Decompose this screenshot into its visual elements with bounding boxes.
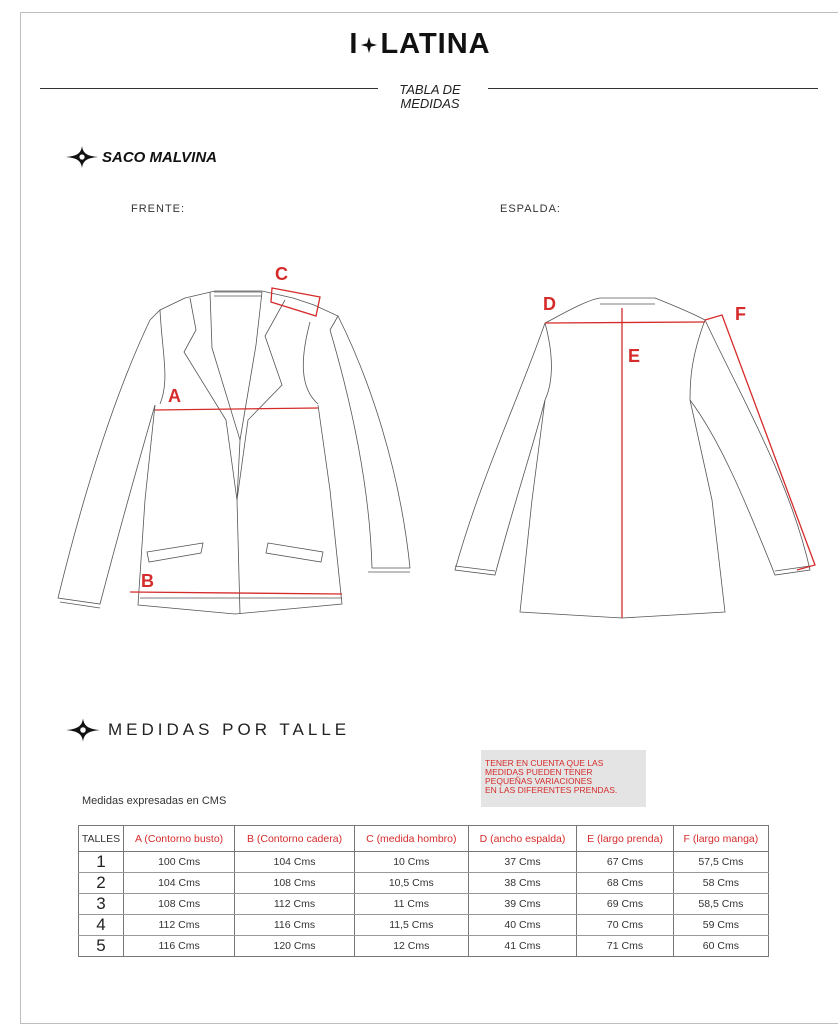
marker-c: C xyxy=(275,264,288,284)
value-cell: 12 Cms xyxy=(354,936,468,957)
brand-right: LATINA xyxy=(380,28,491,60)
value-cell: 41 Cms xyxy=(468,936,576,957)
marker-b: B xyxy=(141,571,154,591)
size-cell: 2 xyxy=(79,873,124,894)
value-cell: 104 Cms xyxy=(124,873,235,894)
back-label: ESPALDA: xyxy=(500,203,561,215)
note-line-2: MEDIDAS PUEDEN TENER xyxy=(485,767,593,777)
value-cell: 108 Cms xyxy=(235,873,355,894)
value-cell: 104 Cms xyxy=(235,852,355,873)
section-title-text: MEDIDAS POR TALLE xyxy=(108,720,351,739)
measure-line-d xyxy=(545,322,705,323)
size-cell: 3 xyxy=(79,894,124,915)
value-cell: 108 Cms xyxy=(124,894,235,915)
value-cell: 10 Cms xyxy=(354,852,468,873)
header-d: D (ancho espalda) xyxy=(468,826,576,852)
value-cell: 120 Cms xyxy=(235,936,355,957)
value-cell: 10,5 Cms xyxy=(354,873,468,894)
table-row xyxy=(79,894,769,915)
value-cell: 69 Cms xyxy=(577,894,674,915)
header-a: A (Contorno busto) xyxy=(124,826,235,852)
size-cell: 1 xyxy=(79,852,124,873)
marker-f: F xyxy=(735,304,746,324)
value-cell: 68 Cms xyxy=(577,873,674,894)
value-cell: 67 Cms xyxy=(577,852,674,873)
value-cell: 37 Cms xyxy=(468,852,576,873)
value-cell: 58,5 Cms xyxy=(673,894,768,915)
section-star-icon xyxy=(66,718,100,742)
value-cell: 70 Cms xyxy=(577,915,674,936)
note-line-3: PEQUEÑAS VARIACIONES xyxy=(485,776,593,786)
header-b: B (Contorno cadera) xyxy=(235,826,355,852)
value-cell: 40 Cms xyxy=(468,915,576,936)
measure-line-a xyxy=(155,408,318,410)
header-talles: TALLES xyxy=(79,826,124,852)
size-cell: 5 xyxy=(79,936,124,957)
marker-d: D xyxy=(543,294,556,314)
units-caption: Medidas expresadas en CMS xyxy=(82,795,227,807)
back-measure-lines xyxy=(545,308,815,618)
value-cell: 39 Cms xyxy=(468,894,576,915)
table-row xyxy=(79,915,769,936)
brand-left: I xyxy=(349,28,359,60)
front-jacket-outline xyxy=(58,291,410,614)
value-cell: 58 Cms xyxy=(673,873,768,894)
value-cell: 116 Cms xyxy=(235,915,355,936)
value-cell: 112 Cms xyxy=(235,894,355,915)
table-row xyxy=(79,873,769,894)
value-cell: 57,5 Cms xyxy=(673,852,768,873)
subtitle-line-1: TABLA DE xyxy=(399,82,461,97)
marker-e: E xyxy=(628,346,641,366)
value-cell: 11,5 Cms xyxy=(354,915,468,936)
size-cell: 4 xyxy=(79,915,124,936)
variation-note xyxy=(481,750,646,807)
value-cell: 38 Cms xyxy=(468,873,576,894)
header-f: F (largo manga) xyxy=(673,826,768,852)
header-c: C (medida hombro) xyxy=(354,826,468,852)
note-line-1: TENER EN CUENTA QUE LAS xyxy=(485,758,604,768)
value-cell: 60 Cms xyxy=(673,936,768,957)
table-header-row xyxy=(79,826,769,852)
value-cell: 116 Cms xyxy=(124,936,235,957)
value-cell: 71 Cms xyxy=(577,936,674,957)
product-name: SACO MALVINA xyxy=(102,148,218,166)
header-e: E (largo prenda) xyxy=(577,826,674,852)
value-cell: 11 Cms xyxy=(354,894,468,915)
measure-line-b xyxy=(130,592,342,594)
note-line-4: EN LAS DIFERENTES PRENDAS. xyxy=(485,785,618,795)
table-row xyxy=(79,852,769,873)
section-title xyxy=(66,718,350,742)
value-cell: 112 Cms xyxy=(124,915,235,936)
marker-a: A xyxy=(168,386,181,406)
value-cell: 59 Cms xyxy=(673,915,768,936)
value-cell: 100 Cms xyxy=(124,852,235,873)
table-row xyxy=(79,936,769,957)
subtitle-line-2: MEDIDAS xyxy=(400,96,460,111)
size-table xyxy=(78,825,769,957)
front-label: FRENTE: xyxy=(131,203,186,215)
